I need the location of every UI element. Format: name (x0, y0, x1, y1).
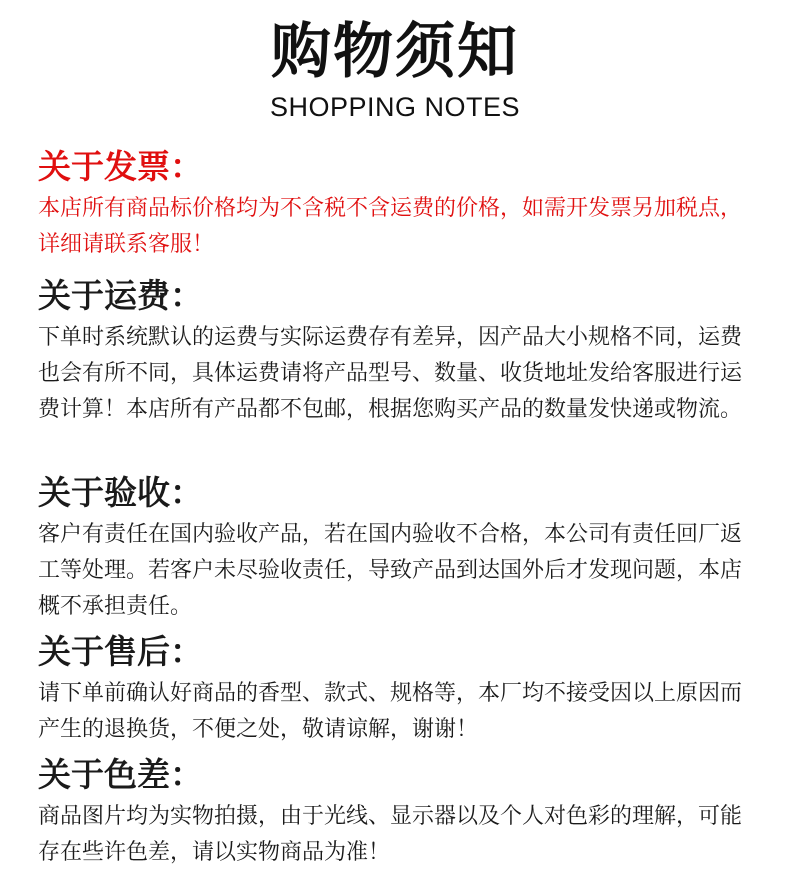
section-heading: 关于验收： (38, 473, 203, 512)
section-body: 客户有责任在国内验收产品，若在国内验收不合格，本公司有责任回厂返工等处理。若客户未尽验收责任，导致产品到达国外后才发现问题，本店概不承担责任。 (38, 522, 743, 619)
section-invoice (38, 145, 758, 263)
section-color-difference (38, 753, 758, 871)
section-shipping (38, 274, 758, 428)
page-title: 购物须知 (271, 17, 519, 87)
section-inspection (38, 471, 758, 625)
section-after-sales (38, 630, 758, 748)
section-heading: 关于运费： (38, 276, 203, 315)
section-body: 商品图片均为实物拍摄，由于光线、显示器以及个人对色彩的理解，可能存在些许色差，请以实物商品为准！ (38, 804, 743, 865)
section-body: 请下单前确认好商品的香型、款式、规格等，本厂均不接受因以上原因而产生的退换货，不便之处，敬请谅解，谢谢！ (38, 681, 743, 742)
section-heading: 关于色差： (38, 755, 203, 794)
section-heading: 关于发票： (38, 147, 203, 186)
page-subtitle: SHOPPING NOTES (269, 92, 521, 122)
section-body: 下单时系统默认的运费与实际运费存有差异，因产品大小规格不同，运费也会有所不同，具体运费请将产品型号、数量、收货地址发给客服进行运费计算！本店所有产品都不包邮，根据您购买产品的数量发快递或物流。 (38, 325, 743, 422)
section-heading: 关于售后： (38, 632, 203, 671)
section-body: 本店所有商品标价格均为不含税不含运费的价格，如需开发票另加税点，详细请联系客服！ (38, 196, 743, 257)
